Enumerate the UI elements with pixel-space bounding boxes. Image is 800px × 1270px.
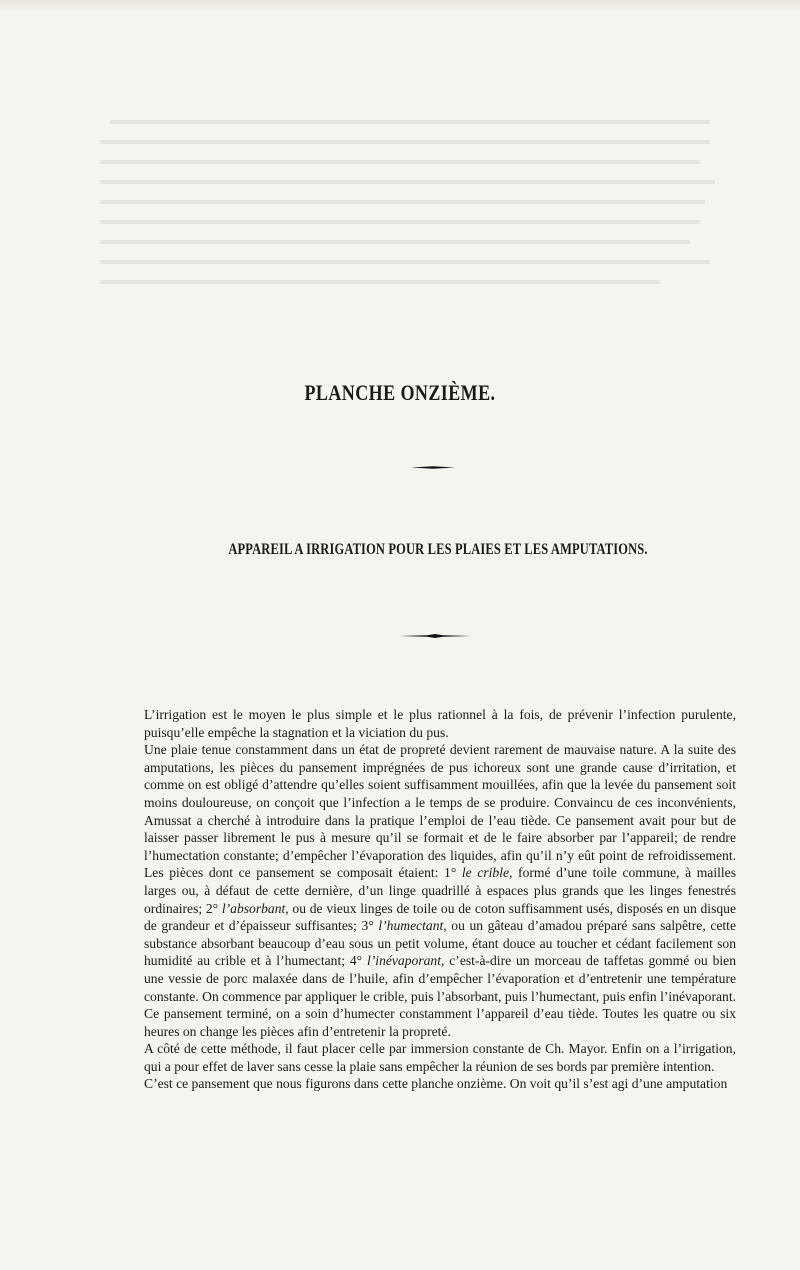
ornamental-rule xyxy=(411,466,455,469)
plate-title: PLANCHE ONZIÈME. xyxy=(304,380,496,405)
paragraph-text: ou un gâteau d’amadou préparé sans salpêtre, cette substance absorbant beaucoup d’eau sous un petit volume, étant douce au toucher et cédant facilement son humidité au crible et à l’humectant; 4° xyxy=(144,918,736,969)
body-text xyxy=(144,706,736,1093)
italic-term: l’humectant, xyxy=(378,918,447,934)
section-subtitle: APPAREIL A IRRIGATION POUR LES PLAIES ET LES AMPUTATIONS. xyxy=(228,541,648,558)
paragraph-text: L’irrigation est le moyen le plus simple et le plus rationnel à la fois, de prévenir l’infection purulente, puisqu’elle empêche la stagnation et la viciation du pus. xyxy=(144,707,736,740)
paragraph-text: ou de vieux linges de toile ou de coton suffisamment usés, disposés en un disque de grandeur et d’épaisseur suffisantes; 3° xyxy=(144,900,736,934)
show-through-text-decoration xyxy=(100,110,720,310)
paragraph xyxy=(144,706,736,741)
italic-term: l’inévaporant, xyxy=(366,953,445,969)
paragraph-text: Une plaie tenue constamment dans un état de propreté devient rarement de mauvaise nature. A la suite des amputations, les pièces du pansement imprégnées de pus ichoreux sont une grande cause d’irritation, et comme on est obligé d’attendre qu’elles soient suffisamment mouillées, afin que la levée du pansement soit moins douloureuse, on conçoit que l’infection a le temps de se produire. Convaincu de ces inconvénients, Amussat a cherché à introduire dans la pratique l’emploi de l’eau tiède. Ce pansement avait pour but de laisser passer librement le pus à mesure qu’il se formait et de le faire absorber par l’appareil; de rendre l’humectation constante; d’empêcher l’évaporation des liquides, afin qu’il n’y eût point de refroidissement. Les pièces dont ce pansement se composait étaient: 1° xyxy=(144,742,736,881)
ornamental-rule-swell xyxy=(399,634,471,638)
italic-term: l’absorbant, xyxy=(221,900,289,916)
paragraph-text: formé d’une toile commune, à mailles larges ou, à défaut de cette dernière, d’un linge quadrillé à espaces plus grands que les linges fenestrés ordinaires; 2° xyxy=(144,865,736,916)
italic-term: le crible, xyxy=(461,865,513,881)
page-top-edge xyxy=(0,0,800,10)
paragraph-text: c’est-à-dire un morceau de taffetas gommé ou bien une vessie de porc malaxée dans de l’huile, afin d’empêcher l’évaporation et d’entretenir une température constante. On commence par appliquer le crible, puis l’absorbant, puis l’humectant, puis enfin l’inévaporant. Ce pansement terminé, on a soin d’humecter constamment l’appareil d’eau tiède. Toutes les quatre ou six heures on change les pièces afin d’entretenir la propreté. xyxy=(144,953,736,1039)
paragraph xyxy=(144,1040,736,1075)
paragraph-text: A côté de cette méthode, il faut placer celle par immersion constante de Ch. Mayor. Enfin on a l’irrigation, qui a pour effet de laver sans cesse la plaie sans empêcher la réunion de ses bords par première intention. xyxy=(144,1041,736,1074)
paragraph xyxy=(144,1075,736,1093)
paragraph xyxy=(144,741,736,1040)
paragraph-text: C’est ce pansement que nous figurons dans cette planche onzième. On voit qu’il s’est agi d’une amputation xyxy=(144,1076,728,1092)
